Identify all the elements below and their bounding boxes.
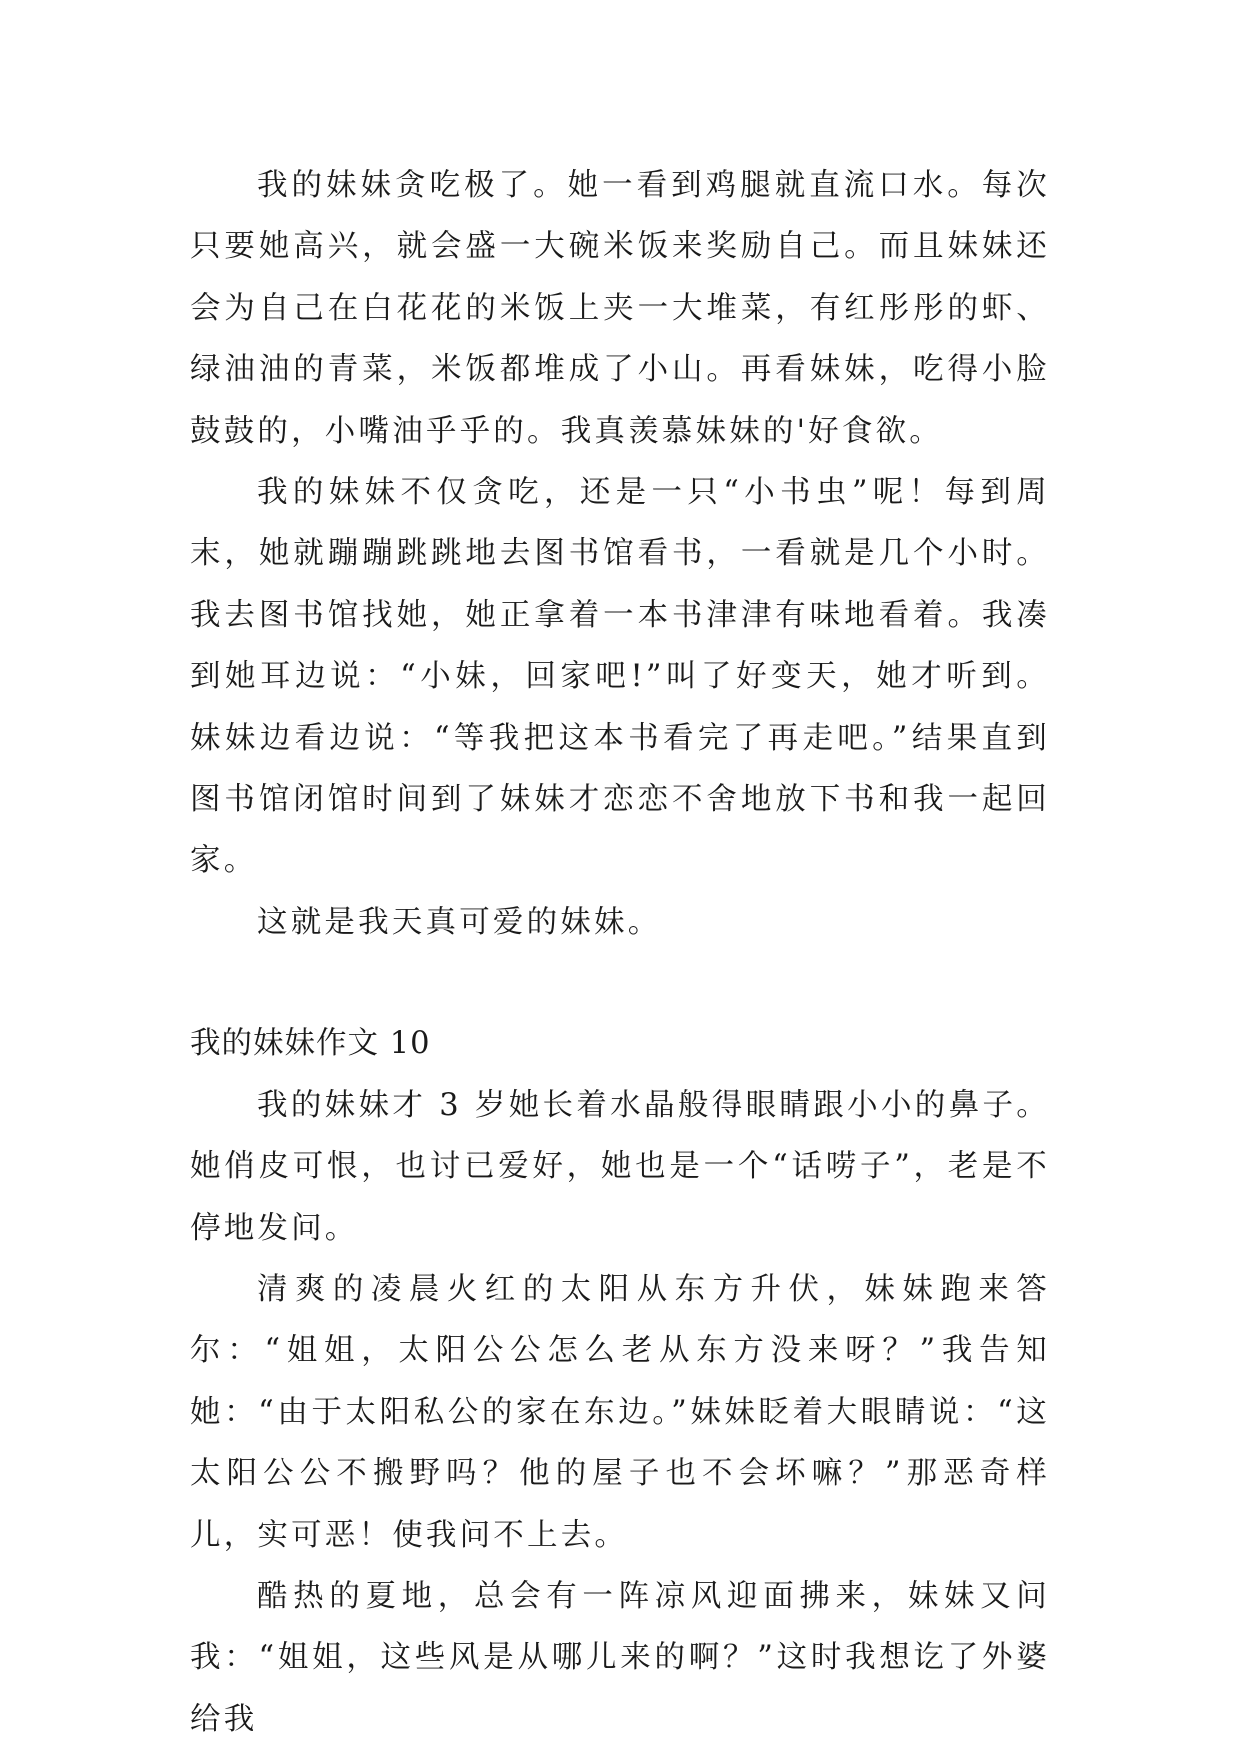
paragraph: 我的妹妹贪吃极了。她一看到鸡腿就直流口水。每次只要她高兴，就会盛一大碗米饭来奖励自己。而且妹妹还会为自己在白花花的米饭上夹一大堆菜，有红彤彤的虾、绿油油的青菜，米饭都堆成了小山。再看妹妹，吃得小脸鼓鼓的，小嘴油乎乎的。我真羡慕妹妹的'好食欲。 bbox=[190, 168, 1050, 449]
paragraph: 清爽的凌晨火红的太阳从东方升伏，妹妹跑来答尔：“姐姐，太阳公公怎么老从东方没来呀？”我告知她：“由于太阳私公的家在东边。”妹妹眨着大眼睛说：“这太阳公公不搬野吗？他的屋子也不会坏嘛？”那恶奇样儿，实可恶！使我问不上去。 bbox=[190, 1271, 1050, 1553]
paragraph: 我的妹妹不仅贪吃，还是一只“小书虫”呢！每到周末，她就蹦蹦跳跳地去图书馆看书，一看就是几个小时。我去图书馆找她，她正拿着一本书津津有味地看着。我凑到她耳边说：“小妹，回家吧!”叫了好变天，她才听到。妹妹边看边说：“等我把这本书看完了再走吧。”结果直到图书馆闭馆时间到了妹妹才恋恋不舍地放下书和我一起回家。 bbox=[190, 475, 1050, 879]
paragraph: 酷热的夏地，总会有一阵凉风迎面拂来，妹妹又问我：“姐姐，这些风是从哪儿来的啊？”这时我想讫了外婆给我 bbox=[190, 1578, 1050, 1737]
document-body bbox=[190, 155, 1050, 1750]
paragraph: 我的妹妹才 3 岁她长着水晶般得眼睛跟小小的鼻子。她俏皮可恨，也讨已爱好，她也是一个“话唠子”，老是不停地发问。 bbox=[190, 1087, 1050, 1246]
paragraph: 这就是我天真可爱的妹妹。 bbox=[257, 904, 662, 940]
section-title: 我的妹妹作文 10 bbox=[190, 1026, 431, 1062]
